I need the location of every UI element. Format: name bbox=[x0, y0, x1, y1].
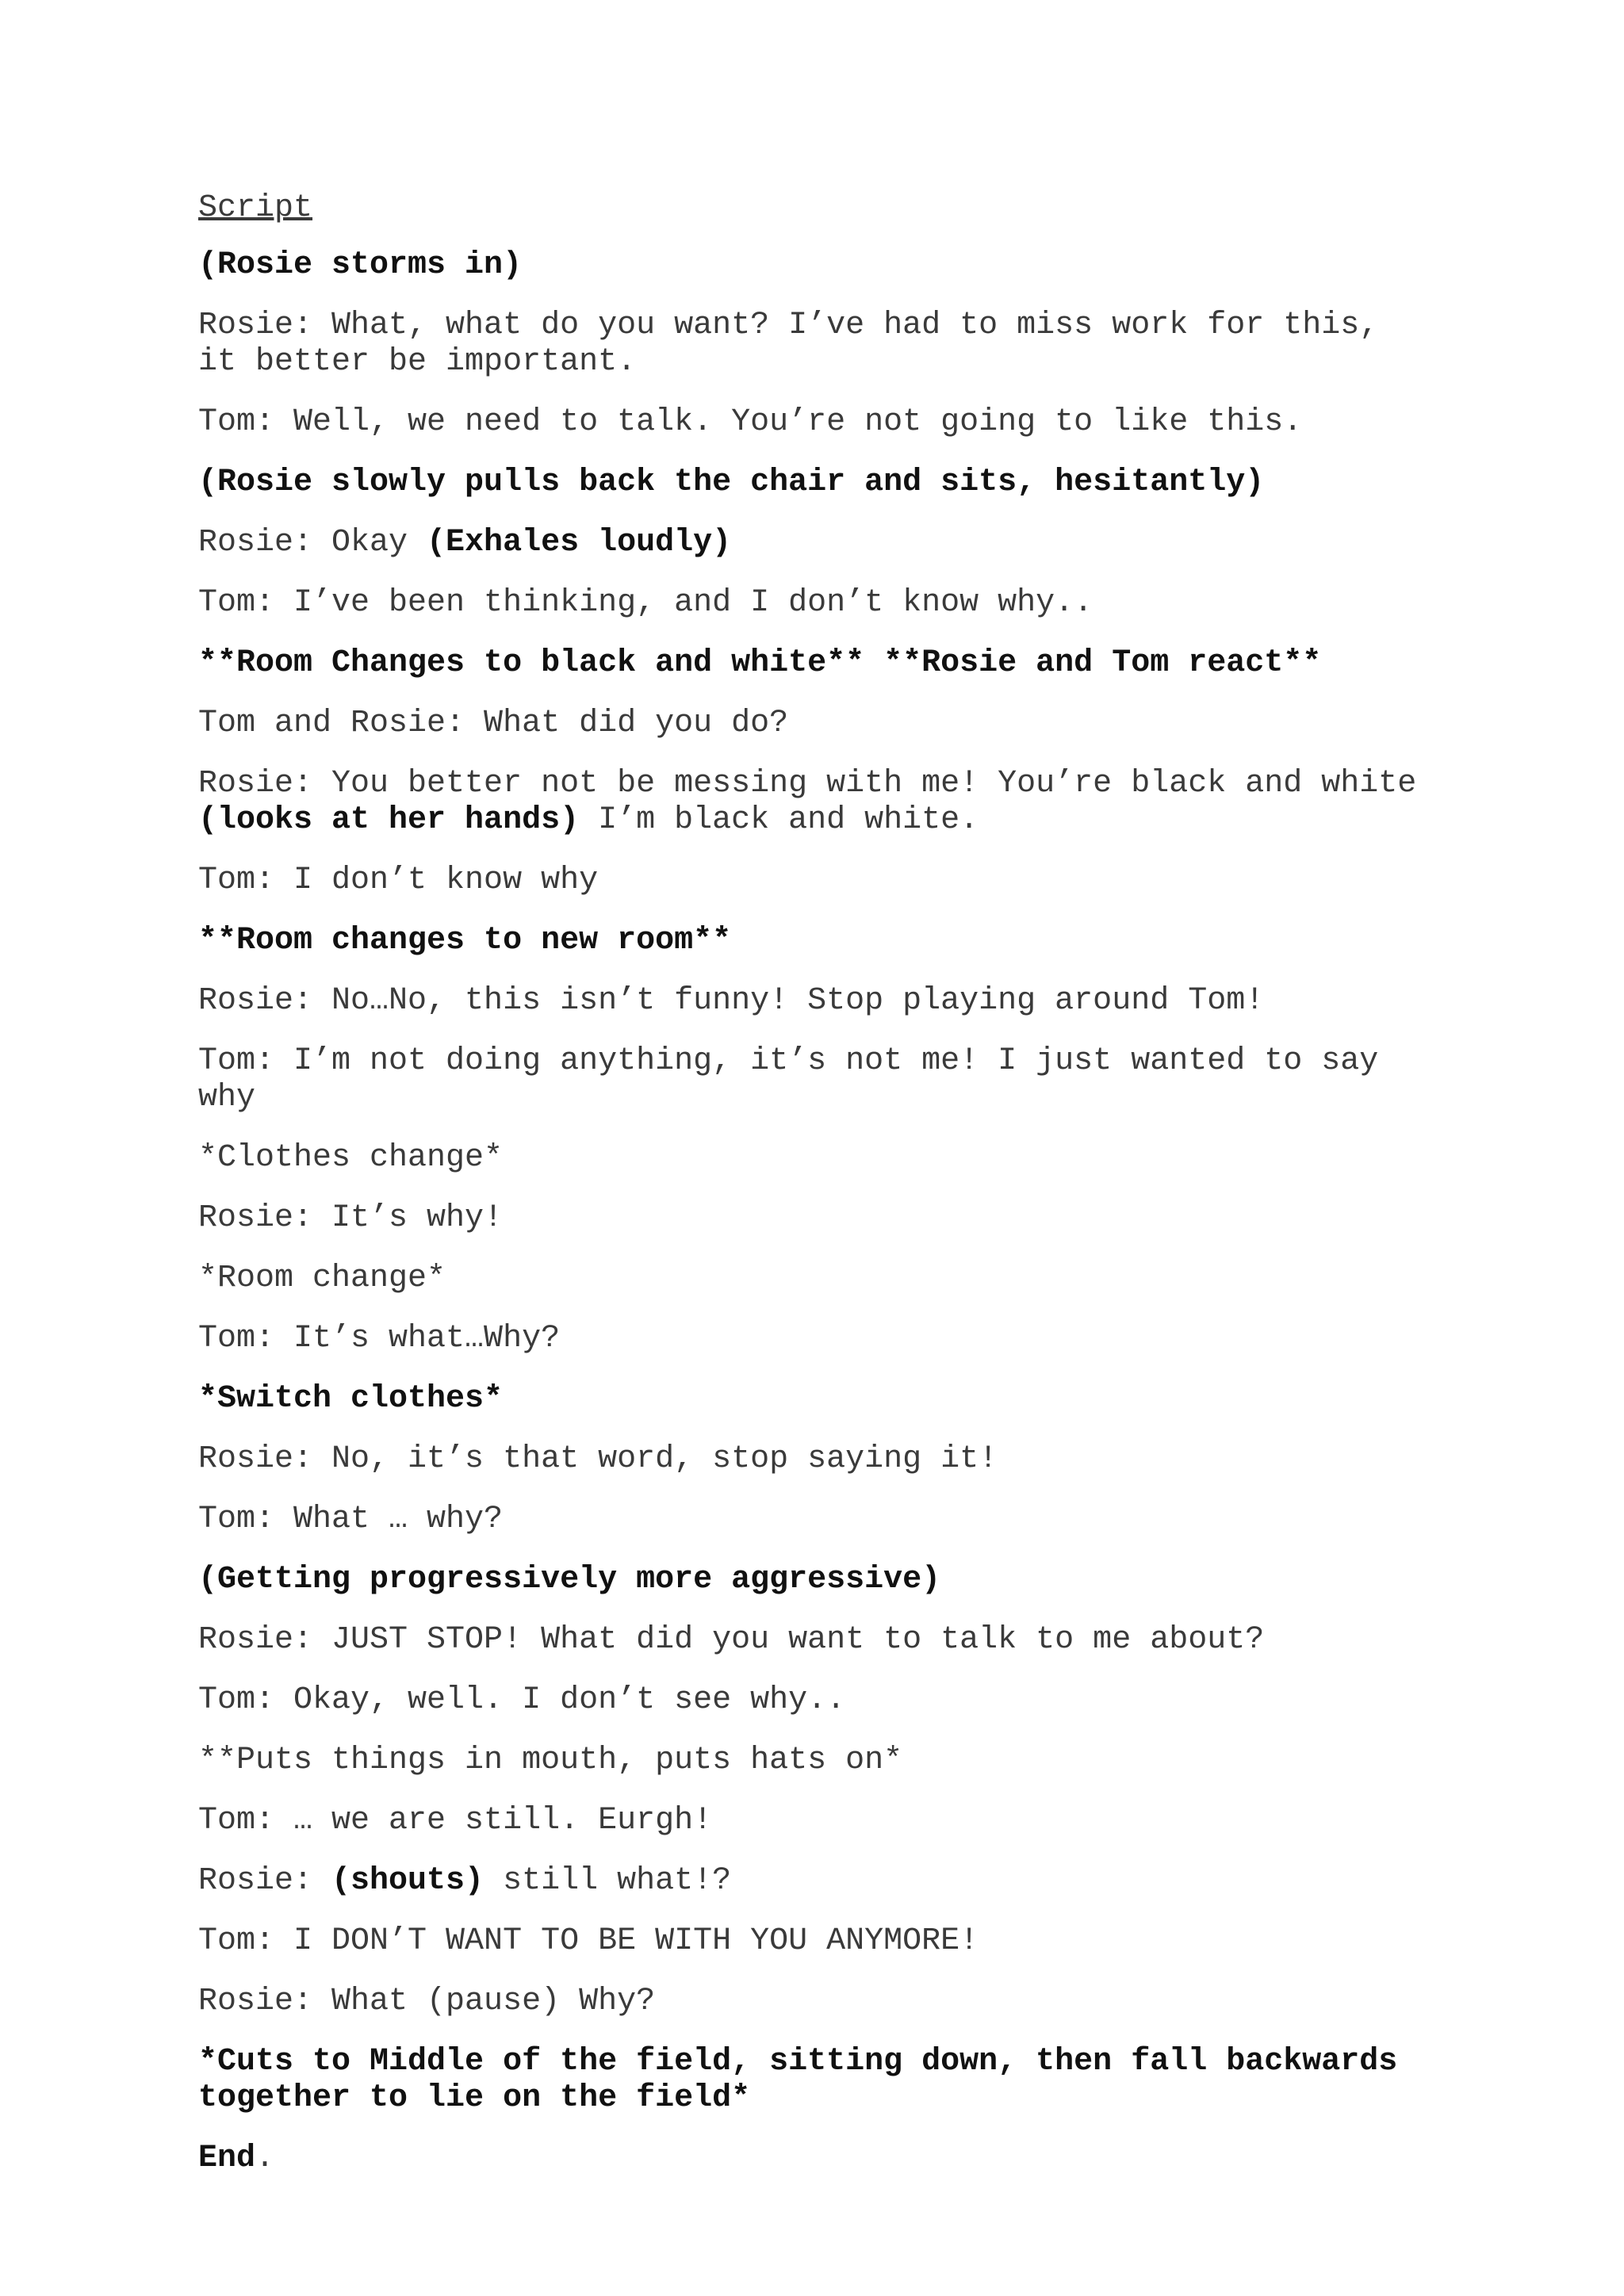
dialogue-line bbox=[198, 525, 1435, 561]
dialogue-text: I’m black and white. bbox=[579, 802, 979, 838]
dialogue-line: **Puts things in mouth, puts hats on* bbox=[198, 1743, 903, 1778]
inline-stage-direction: (shouts) bbox=[331, 1863, 485, 1899]
end-label: End bbox=[198, 2141, 256, 2176]
dialogue-line: Rosie: It’s why! bbox=[198, 1200, 504, 1236]
end-line bbox=[198, 2141, 1435, 2177]
inline-stage-direction: (looks at her hands) bbox=[198, 802, 580, 838]
stage-direction: *Switch clothes* bbox=[198, 1381, 504, 1417]
stage-direction: *Cuts to Middle of the field, sitting down, then fall backwards together to lie on the field* bbox=[198, 2044, 1417, 2116]
dialogue-line: Tom: I don’t know why bbox=[198, 863, 599, 898]
inline-stage-direction: (Exhales loudly) bbox=[427, 525, 732, 561]
dialogue-line: Rosie: JUST STOP! What did you want to talk to me about? bbox=[198, 1622, 1265, 1658]
dialogue-line: Rosie: No…No, this isn’t funny! Stop playing around Tom! bbox=[198, 983, 1265, 1019]
dialogue-text: Rosie: You better not be messing with me! You’re black and white bbox=[198, 766, 1436, 802]
dialogue-line bbox=[198, 766, 1435, 839]
dialogue-line: Tom: I’ve been thinking, and I don’t know why.. bbox=[198, 585, 1094, 621]
dialogue-line: Tom: Well, we need to talk. You’re not going to like this. bbox=[198, 404, 1303, 440]
dialogue-line: *Clothes change* bbox=[198, 1140, 504, 1176]
stage-direction: (Rosie slowly pulls back the chair and sits, hesitantly) bbox=[198, 465, 1265, 500]
dialogue-line: Tom: … we are still. Eurgh! bbox=[198, 1803, 713, 1839]
script-body bbox=[198, 190, 1435, 2201]
dialogue-line: Tom: Okay, well. I don’t see why.. bbox=[198, 1682, 846, 1718]
dialogue-line: Tom: I DON’T WANT TO BE WITH YOU ANYMORE! bbox=[198, 1923, 979, 1959]
stage-direction: **Room Changes to black and white** **Rosie and Tom react** bbox=[198, 645, 1322, 681]
stage-direction: (Getting progressively more aggressive) bbox=[198, 1562, 941, 1598]
dialogue-line: Tom and Rosie: What did you do? bbox=[198, 706, 789, 741]
document-title: Script bbox=[198, 190, 313, 226]
dialogue-line: Rosie: What (pause) Why? bbox=[198, 1984, 656, 2019]
dialogue-text: still what!? bbox=[484, 1863, 732, 1899]
dialogue-text: Rosie: bbox=[198, 1863, 332, 1899]
dialogue-line: Tom: I’m not doing anything, it’s not me! I just wanted to say why bbox=[198, 1043, 1398, 1115]
dialogue-text: Rosie: Okay bbox=[198, 525, 427, 561]
end-punctuation: . bbox=[255, 2141, 275, 2176]
dialogue-line bbox=[198, 1863, 1435, 1900]
dialogue-line: *Room change* bbox=[198, 1261, 446, 1296]
dialogue-line: Rosie: No, it’s that word, stop saying it! bbox=[198, 1441, 998, 1477]
stage-direction: **Room changes to new room** bbox=[198, 923, 732, 959]
dialogue-line: Rosie: What, what do you want? I’ve had to miss work for this, it better be important. bbox=[198, 308, 1398, 380]
stage-direction: (Rosie storms in) bbox=[198, 247, 523, 283]
dialogue-line: Tom: What … why? bbox=[198, 1502, 504, 1537]
dialogue-line: Tom: It’s what…Why? bbox=[198, 1321, 561, 1357]
